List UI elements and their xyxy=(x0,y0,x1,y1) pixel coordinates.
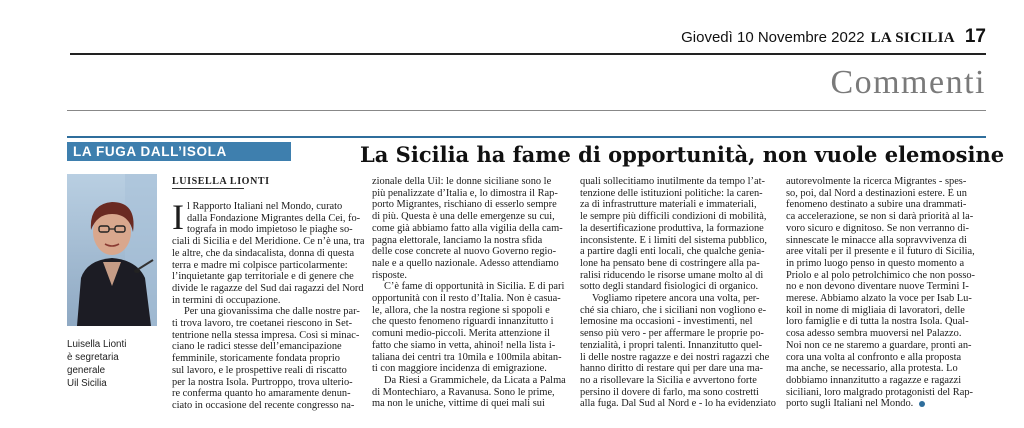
text-line: a partire dagli enti locali, che qualche genia- xyxy=(580,246,765,258)
text-line: ma non le uniche, vittime di quei mali sui xyxy=(372,398,545,410)
page-number: 17 xyxy=(964,26,986,47)
drop-cap: I xyxy=(172,197,184,237)
text-line: ciano le radici stesse dell’emancipazione xyxy=(172,341,342,353)
section-title: Commenti xyxy=(830,64,986,101)
text-line: in termini di occupazione. xyxy=(172,294,281,306)
text-line: le altre, che da sindacalista, donna di questa xyxy=(172,247,355,259)
text-line: come già abbiamo fatto alla vigilia della cam- xyxy=(372,222,563,234)
article-column-2 xyxy=(372,176,568,410)
text-line: ma anche, se necessario, alla protesta. Lo xyxy=(786,363,958,375)
text-line: no e non devono diventare nuove Termini I- xyxy=(786,281,969,293)
text-line: ciato in occasione del recente congresso na- xyxy=(172,399,355,411)
text-line: cora una volta al confronto e alla proposta xyxy=(786,351,962,363)
text-line: aree vitali per il presente e il futuro di Sicilia, xyxy=(786,246,975,258)
caption-line: Uil Sicilia xyxy=(67,378,107,389)
text-line: divide le ragazze del Sud dai ragazzi del Nord xyxy=(172,282,364,294)
page-header xyxy=(681,26,986,48)
text-line: cosa adesso sembra muoversi nel Palazzo. xyxy=(786,328,962,340)
text-line: la desertificazione produttiva, la formazione xyxy=(580,222,764,234)
text-line: taliana dei centri tra 10mila e 100mila abitan- xyxy=(372,351,562,363)
text-line: fatto che siamo in vetta, ahinoi! nella lista i- xyxy=(372,339,556,351)
text-line: di più. Questa è una delle emergenze su cui, xyxy=(372,211,555,223)
article-column-3 xyxy=(580,176,776,410)
text-line: l Rapporto Italiani nel Mondo, curato xyxy=(187,201,343,212)
text-line: sul lavoro, e le prospettive reali di riscatto xyxy=(172,364,347,376)
text-line: l’inquietante gap territoriale e di genere che xyxy=(172,271,354,283)
text-line: ciali di Sicilia e del Meridione. Ce n’è una, tra xyxy=(172,236,364,248)
text-line: persino il dovere di farlo, ma sono costretti xyxy=(580,386,759,398)
text-line: pagna elettorale, lanciamo la nostra sfida xyxy=(372,234,543,246)
caption-line: Luisella Lionti xyxy=(67,339,127,350)
text-line: sotto degli standard fisiologici di organico. xyxy=(580,281,759,293)
article-column-1 xyxy=(172,197,364,412)
text-line: Per una giovanissima che dalle nostre par- xyxy=(184,306,360,318)
text-line: ti con maggiore incidenza di emigrazione. xyxy=(372,363,547,375)
newspaper-logo: LA SICILIA xyxy=(870,30,955,46)
text-line: tentrione nella stessa impresa. Così si minac- xyxy=(172,329,360,341)
text-line: autorevolmente la ricerca Migrantes - spes- xyxy=(786,176,967,187)
text-line xyxy=(786,398,986,410)
text-line: per la nostra Isola. Purtroppo, trova ulterio- xyxy=(172,376,353,388)
text-line: merese. Abbiamo alzato la voce per Isab Lu- xyxy=(786,293,972,305)
text-line: porto Migrantes, rischiano di esserlo sempre xyxy=(372,199,557,211)
article-column-4 xyxy=(786,176,986,410)
text-line: le, allora, che la nostra regione si spopoli e xyxy=(372,304,550,316)
header-divider xyxy=(70,53,986,55)
text-line: femminile, storicamente fondata proprio xyxy=(172,353,340,365)
caption-line: generale xyxy=(67,365,106,376)
end-of-article-icon xyxy=(919,401,925,407)
text-line: koil in nome di migliaia di lavoratori, delle xyxy=(786,304,965,316)
text-line: comuni medio-piccoli. Merita attenzione il xyxy=(372,328,551,340)
text-line: ralisi riducendo le risorse umane molto al di xyxy=(580,269,764,281)
text-line: no a risollevare la Sicilia e avvertono forte xyxy=(580,374,757,386)
text-line: le sempre più difficili condizioni di mobilità, xyxy=(580,211,767,223)
text-line: voro sicuro e dignitoso. Se non verranno di- xyxy=(786,222,969,234)
text-line: fenomeno destinato a subire una drammati- xyxy=(786,199,967,211)
text-line: za di infrastrutture materiali e immateriali, xyxy=(580,199,757,211)
text-line: dalla Fondazione Migrantes della Cei, fo- xyxy=(187,212,361,224)
section-divider xyxy=(67,110,986,111)
article-kicker: LA FUGA DALL’ISOLA xyxy=(67,142,291,161)
text-line-content: porto sugli Italiani nel Mondo. xyxy=(786,398,914,410)
text-line: loro famiglie e di tutta la nostra Isola. Qual- xyxy=(786,316,969,328)
text-line: terra e madre mi colpisce particolarmente: xyxy=(172,259,348,271)
text-line: quali sollecitiamo inutilmente da tempo l’at- xyxy=(580,176,765,187)
text-line: inconsistente. E i limiti del sistema pubblico, xyxy=(580,234,768,246)
article-headline: La Sicilia ha fame di opportunità, non vuole elemosine xyxy=(360,142,1005,167)
text-line: C’è fame di opportunità in Sicilia. E di pari xyxy=(384,281,565,293)
text-line: delle cose concrete al nuovo Governo regio- xyxy=(372,246,557,258)
text-line: lone ha pensato bene di costringere alla pa- xyxy=(580,257,760,269)
text-line: alla fuga. Dal Sud al Nord e - lo ha evidenziato xyxy=(580,398,776,410)
text-line: nale e a quello nazionale. Adesso attendiamo xyxy=(372,257,559,269)
text-line: tografa in modo impietoso le piaghe so- xyxy=(187,224,353,236)
article-top-rule xyxy=(67,136,986,138)
text-line: Vogliamo ripetere ancora una volta, per- xyxy=(592,293,760,305)
text-line: ti trova lavoro, tre coetanei riescono in Set- xyxy=(172,318,353,330)
text-line: tenzialità, i propri talenti. Innanzitutto quel- xyxy=(580,339,763,351)
text-line: lemosine ma occasioni - investimenti, nel xyxy=(580,316,753,328)
text-line: senso più vero - per affermare le proprie po- xyxy=(580,328,764,340)
text-line: Noi non ce ne staremo a guardare, pronti an- xyxy=(786,339,972,351)
text-line: di Montechiaro, a Ravanusa. Sono le prime, xyxy=(372,386,555,398)
photo-caption xyxy=(67,338,159,390)
text-line: Priolo e al polo petrolchimico che non posso- xyxy=(786,269,976,281)
text-line: siciliani, loro malgrado protagonisti del Rap- xyxy=(786,386,973,398)
author-byline: LUISELLA LIONTI xyxy=(172,176,270,187)
caption-line: è segretaria xyxy=(67,352,119,363)
text-line: Da Riesi a Grammichele, da Licata a Palma xyxy=(384,374,566,386)
text-line: so, poi, dal Nord a destinazioni estere. È un xyxy=(786,187,967,199)
text-line: hanno diritto di restare qui per dare una ma- xyxy=(580,363,763,375)
text-line: li delle nostre ragazze e dei nostri ragazzi che xyxy=(580,351,770,363)
byline-underline xyxy=(172,188,244,189)
text-line: più penalizzate d’Italia e, lo dimostra il Rap- xyxy=(372,187,558,199)
author-photo xyxy=(67,174,157,326)
text-line: risposte. xyxy=(372,269,407,281)
text-line: re conferma quanto ho amaramente denun- xyxy=(172,388,351,400)
text-line: in primo luogo penso in questo momento a xyxy=(786,257,965,269)
text-line: opportunità con il resto d’Italia. Non è casua- xyxy=(372,293,561,305)
text-line: tenzione delle istituzioni politiche: la caren- xyxy=(580,187,763,199)
text-line: dobbiamo innanzitutto a ragazze e ragazzi xyxy=(786,374,962,386)
text-line: ché sia chiaro, che i siciliani non vogliono e- xyxy=(580,304,767,316)
text-line: ca accelerazione, se non si darà priorità al la- xyxy=(786,211,974,223)
issue-date: Giovedì 10 Novembre 2022 xyxy=(681,29,865,46)
text-line: che questo fenomeno riguardi innanzitutto i xyxy=(372,316,554,328)
text-line: sinnescate le minacce alla sopravvivenza di xyxy=(786,234,967,246)
text-line: zionale della Uil: le donne siciliane sono le xyxy=(372,176,552,187)
